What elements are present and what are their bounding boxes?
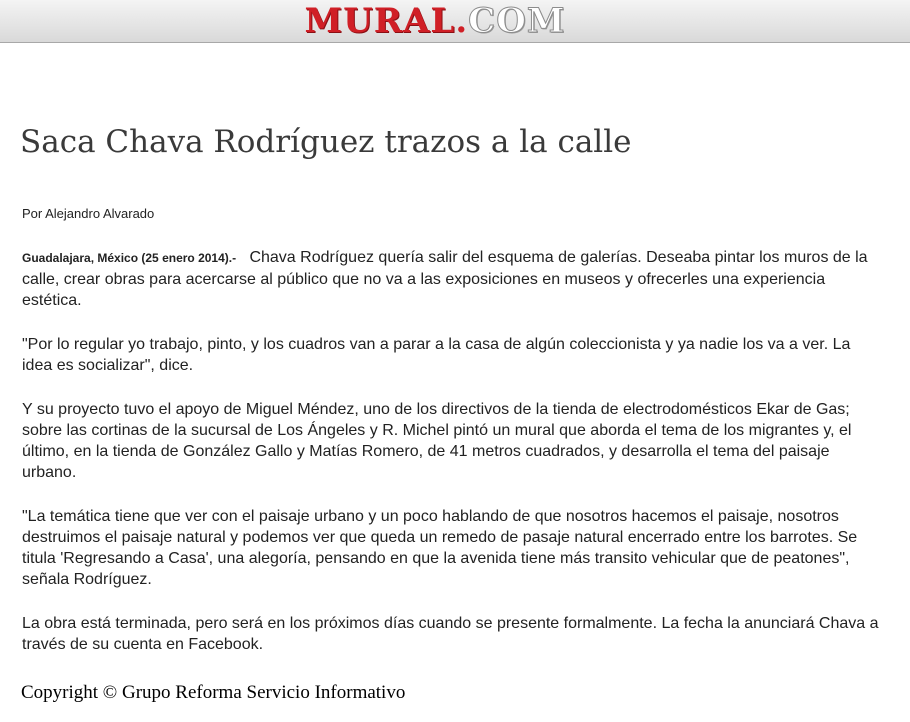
article-paragraph — [22, 247, 884, 311]
article-dateline: Guadalajara, México (25 enero 2014).- — [22, 251, 237, 265]
copyright-notice: Copyright © Grupo Reforma Servicio Informativo — [21, 682, 406, 703]
logo-dot-text: . — [455, 1, 469, 41]
article-paragraph: Y su proyecto tuvo el apoyo de Miguel Méndez, uno de los directivos de la tienda de electrodomésticos Ekar de Gas; sobre las cortinas de la sucursal de Los Ángeles y R. Michel pintó un mural que aborda el tema de los migrantes y, el último, en la tienda de González Gallo y Matías Romero, de 41 metros cuadrados, y desarrolla el tema del paisaje urbano. — [22, 401, 852, 481]
mural-logo[interactable] — [304, 1, 566, 41]
article-paragraph: La obra está terminada, pero será en los próximos días cuando se presente formalmente. La fecha la anunciará Chava a través de su cuenta en Facebook. — [22, 615, 879, 653]
article-headline: Saca Chava Rodríguez trazos a la calle — [20, 124, 632, 160]
article-paragraph: "Por lo regular yo trabajo, pinto, y los cuadros van a parar a la casa de algún coleccionista y ya nadie los va a ver. La idea es socializar", dice. — [22, 336, 851, 374]
article-paragraph: "La temática tiene que ver con el paisaje urbano y un poco hablando de que nosotros hacemos el paisaje, nosotros destruimos el paisaje natural y podemos ver que queda un remedo de pasaje natural encerrado entre los barrotes. Se titula 'Regresando a Casa', una alegoría, pensando en que la avenida tiene más transito vehicular que de peatones", señala Rodríguez. — [22, 508, 858, 588]
logo-brand-text: MURAL — [304, 1, 456, 41]
masthead-bar — [0, 0, 910, 43]
logo-domain-text: COM — [468, 1, 566, 41]
article-byline: Por Alejandro Alvarado — [22, 206, 155, 221]
paragraph-text: Chava Rodríguez quería salir del esquema de galerías. Deseaba pintar los muros de la calle, crear obras para acercarse al público que no va a las exposiciones en museos y ofrecerles una experiencia estética. — [22, 249, 868, 309]
article-body — [22, 247, 884, 678]
